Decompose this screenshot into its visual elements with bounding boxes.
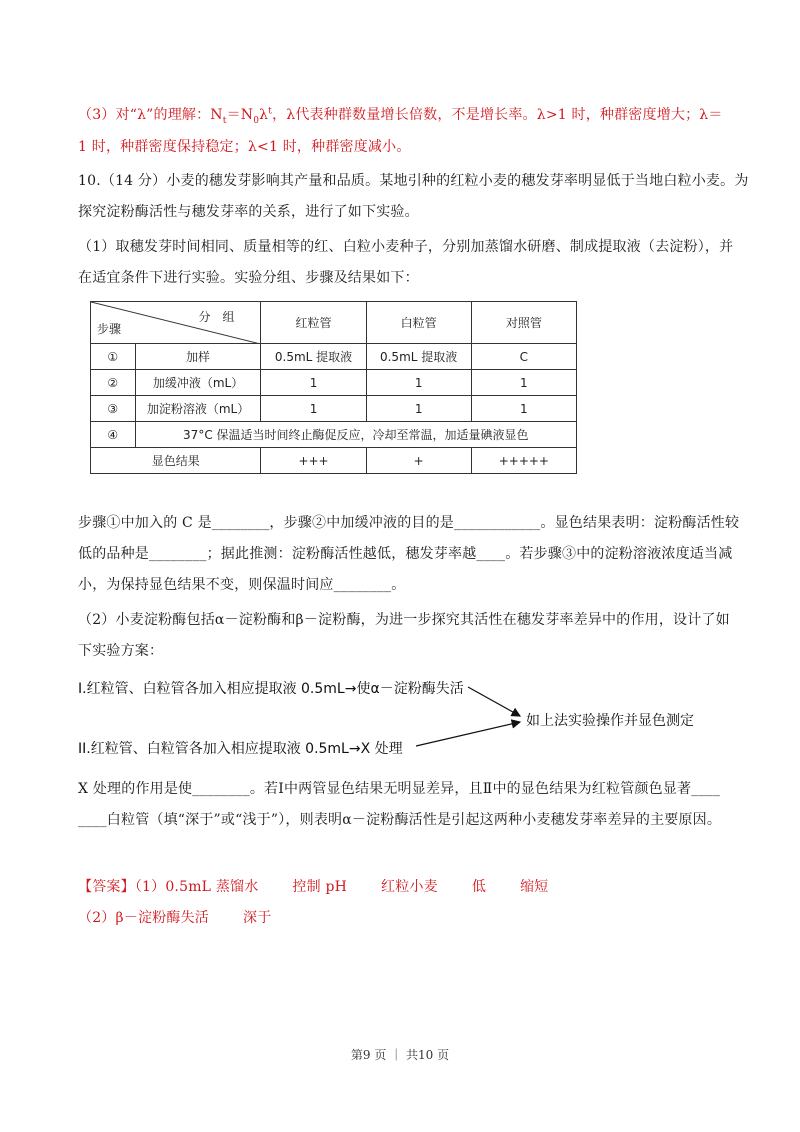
answer-line1: 【答案】（1）0.5mL 蒸馏水 控制 pH 红粒小麦 低 缩短 — [78, 879, 549, 895]
q10-intro-line1: 10.（14 分）小麦的穗发芽影响其产量和品质。某地引种的红粒小麦的穗发芽率明显低于当地白粒小麦。为 — [78, 173, 749, 189]
step-number: ③ — [91, 396, 136, 422]
column-header-white: 白粒管 — [366, 302, 471, 344]
step-number: ④ — [91, 422, 136, 448]
step-label: 加淀粉溶液（mL） — [135, 396, 261, 422]
diagram-line-2: II.红粒管、白粒管各加入相应提取液 0.5mL→X 处理 — [78, 741, 403, 757]
column-header-control: 对照管 — [471, 302, 576, 344]
answer-item: 缩短 — [520, 879, 549, 895]
note3-line1: （3）对“λ”的理解：$N_t=N_0\lambda^t$，λ代表种群数量增长倍数，不是增长率。λ>1 时，种群密度增大；λ＝ — [78, 106, 723, 126]
q2-line2: ____白粒管（填“深于”或“浅于”），则表明α－淀粉酶活性是引起这两种小麦穗发芽率差异的主要原因。 — [78, 812, 722, 828]
q1-line2: 低的品种是________；据此推测：淀粉酶活性越低，穗发芽率越____。若步骤③中的淀粉溶液浓度适当减 — [78, 546, 733, 562]
table-cell: 1 — [366, 370, 471, 396]
arrow-up-icon — [416, 722, 520, 746]
q10-part2-line1: （2）小麦淀粉酶包括α－淀粉酶和β－淀粉酶，为进一步探究其活性在穗发芽率差异中的作用，设计了如 — [78, 612, 730, 628]
q1-line3: 小，为保持显色结果不变，则保温时间应________。 — [78, 577, 406, 593]
diagram-arrows — [78, 672, 718, 762]
answer-item: 红粒小麦 — [381, 879, 438, 895]
table-cell: 1 — [471, 370, 576, 396]
table-cell: 0.5mL 提取液 — [366, 344, 471, 370]
answer-label: 【答案】 — [78, 879, 135, 895]
table-row-result — [91, 448, 577, 474]
step4-text: 37°C 保温适当时间终止酶促反应，冷却至常温，加适量碘液显色 — [135, 422, 576, 448]
experiment-table — [90, 301, 577, 474]
diagram-result: 如上法实验操作并显色测定 — [526, 713, 694, 729]
q10-part1-line2: 在适宜条件下进行实验。实验分组、步骤及结果如下： — [78, 270, 419, 286]
answer-item: 0.5mL 蒸馏水 — [165, 879, 259, 895]
table-row — [91, 370, 577, 396]
table-cell: 0.5mL 提取液 — [261, 344, 366, 370]
q10-part2-line2: 下实验方案： — [78, 643, 164, 659]
table-row — [91, 396, 577, 422]
table-cell: 1 — [261, 370, 366, 396]
header-step-label: 步骤 — [97, 322, 122, 336]
answer-item: β－淀粉酶失活 — [115, 910, 210, 926]
column-header-red: 红粒管 — [261, 302, 366, 344]
table-row — [91, 344, 577, 370]
step-label: 加缓冲液（mL） — [135, 370, 261, 396]
result-control: +++++ — [471, 448, 576, 474]
q10-part1-line1: （1）取穗发芽时间相同、质量相等的红、白粒小麦种子，分别加蒸馏水研磨、制成提取液（去淀粉），并 — [78, 239, 734, 255]
step-label: 加样 — [135, 344, 261, 370]
q10-intro-line2: 探究淀粉酶活性与穗发芽率的关系，进行了如下实验。 — [78, 204, 419, 220]
page-footer: 第9 页 ｜ 共10 页 — [350, 1048, 450, 1062]
answer-line2: （2）β－淀粉酶失活 深于 — [78, 910, 272, 926]
table-cell: 1 — [471, 396, 576, 422]
answer-item: 深于 — [243, 910, 272, 926]
diagram-line-1: I.红粒管、白粒管各加入相应提取液 0.5mL→使α－淀粉酶失活 — [78, 681, 464, 697]
q1-line1: 步骤①中加入的 C 是________，步骤②中加缓冲液的目的是____________。显色结果表明：淀粉酶活性较 — [78, 515, 740, 531]
table-row — [91, 422, 577, 448]
result-white: + — [366, 448, 471, 474]
table-cell: 1 — [261, 396, 366, 422]
table-header-corner — [91, 302, 261, 344]
note3-line2: 1 时，种群密度保持稳定；λ<1 时，种群密度减小。 — [78, 139, 411, 155]
experiment-diagram — [78, 672, 718, 762]
table-cell: C — [471, 344, 576, 370]
step-number: ① — [91, 344, 136, 370]
result-red: +++ — [261, 448, 366, 474]
step-number: ② — [91, 370, 136, 396]
arrow-down-icon — [468, 687, 520, 716]
answer-item: 控制 pH — [292, 879, 348, 895]
answer-item: 低 — [471, 879, 487, 895]
header-group-label: 分 组 — [198, 310, 235, 324]
table-cell: 1 — [366, 396, 471, 422]
q2-line1: X 处理的作用是使________。若Ⅰ中两管显色结果无明显差异，且Ⅱ中的显色结果为红粒管颜色显著____ — [78, 781, 721, 797]
result-label: 显色结果 — [91, 448, 261, 474]
